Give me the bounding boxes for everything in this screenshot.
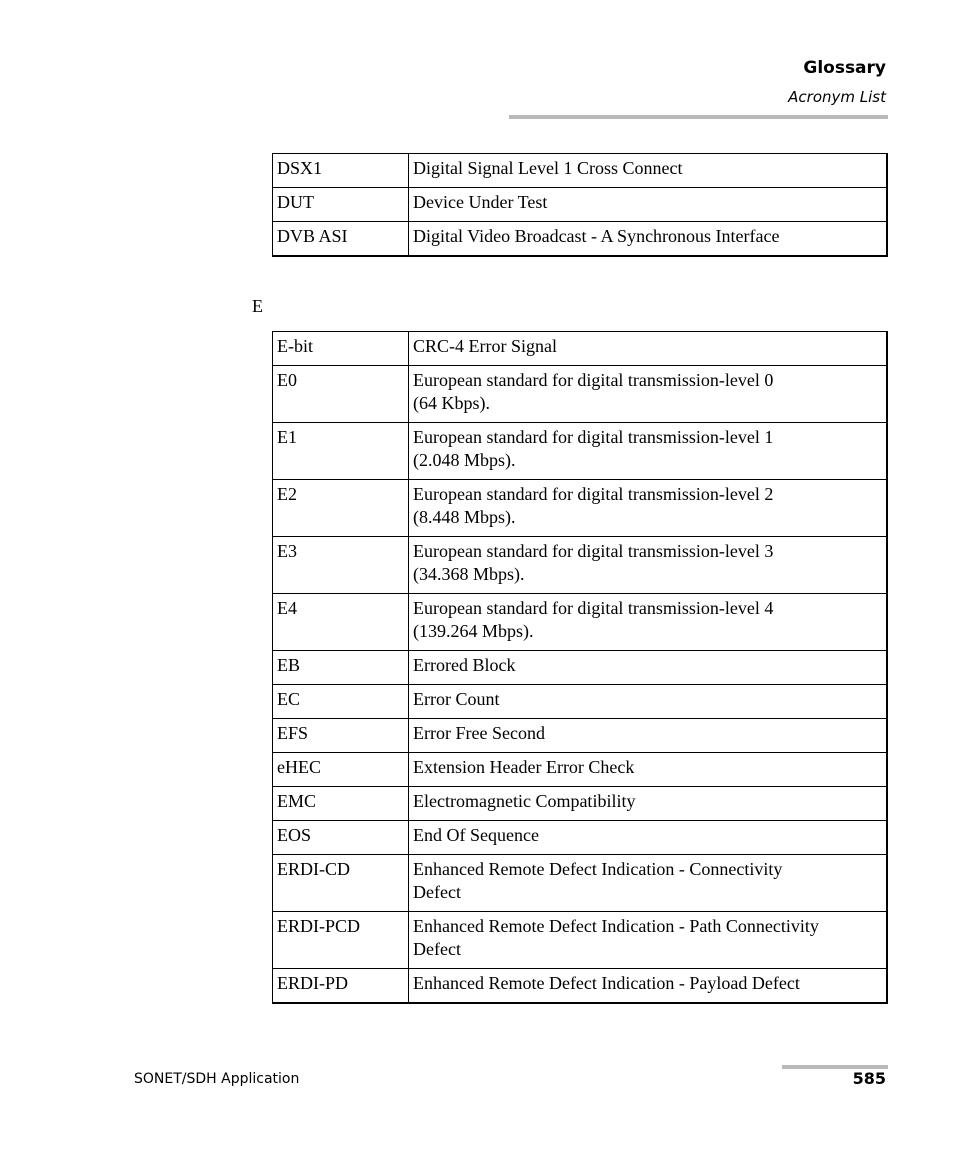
acronym-cell: DUT [273,188,409,222]
header-divider [509,115,888,119]
acronym-cell: EMC [273,787,409,821]
footer-document-title: SONET/SDH Application [134,1071,300,1087]
page-header-title: Glossary [803,58,886,78]
definition-line: Defect [413,938,461,959]
acronym-cell: E0 [273,366,409,423]
table-row [273,537,888,594]
definition-cell [409,855,888,912]
definition-line: (64 Kbps). [413,392,490,413]
definition-cell: Digital Video Broadcast - A Synchronous Interface [409,222,888,257]
definition-line: (139.264 Mbps). [413,620,534,641]
definition-line: Defect [413,881,461,902]
definition-cell: Electromagnetic Compatibility [409,787,888,821]
definition-line: Enhanced Remote Defect Indication - Path Connectivity [413,916,819,936]
definition-line: European standard for digital transmission-level 1 [413,427,774,447]
acronym-cell: E3 [273,537,409,594]
table-row [273,423,888,480]
definition-cell: Extension Header Error Check [409,753,888,787]
acronym-cell: DSX1 [273,154,409,188]
acronym-cell: E-bit [273,332,409,366]
table-row [273,222,888,257]
table-row [273,480,888,537]
definition-cell [409,480,888,537]
table-row [273,753,888,787]
acronym-cell: EB [273,651,409,685]
definition-cell: Digital Signal Level 1 Cross Connect [409,154,888,188]
table-row [273,855,888,912]
table-row [273,188,888,222]
definition-line: European standard for digital transmission-level 4 [413,598,774,618]
definition-line: Enhanced Remote Defect Indication - Connectivity [413,859,783,879]
definition-cell: Enhanced Remote Defect Indication - Payload Defect [409,969,888,1004]
acronym-cell: ERDI-CD [273,855,409,912]
definition-cell [409,423,888,480]
acronym-cell: E1 [273,423,409,480]
table-row [273,787,888,821]
table-row [273,969,888,1004]
definition-line: European standard for digital transmission-level 0 [413,370,774,390]
definition-line: (2.048 Mbps). [413,449,516,470]
acronym-cell: EFS [273,719,409,753]
acronym-cell: DVB ASI [273,222,409,257]
table-row [273,366,888,423]
acronym-cell: ERDI-PCD [273,912,409,969]
acronym-cell: E4 [273,594,409,651]
acronym-table-continued [272,153,888,257]
definition-line: (8.448 Mbps). [413,506,516,527]
definition-cell: Error Free Second [409,719,888,753]
table-row [273,912,888,969]
definition-cell: Error Count [409,685,888,719]
table-row [273,154,888,188]
acronym-table-e [272,331,888,1004]
definition-cell: CRC-4 Error Signal [409,332,888,366]
definition-cell [409,537,888,594]
definition-cell: Errored Block [409,651,888,685]
acronym-cell: EC [273,685,409,719]
page-header-subtitle: Acronym List [788,88,886,106]
acronym-cell: EOS [273,821,409,855]
definition-line: European standard for digital transmission-level 2 [413,484,774,504]
acronym-cell: ERDI-PD [273,969,409,1004]
definition-line: (34.368 Mbps). [413,563,525,584]
definition-cell: End Of Sequence [409,821,888,855]
table-row [273,332,888,366]
definition-cell: Device Under Test [409,188,888,222]
definition-cell [409,366,888,423]
acronym-cell: eHEC [273,753,409,787]
definition-line: European standard for digital transmission-level 3 [413,541,774,561]
table-row [273,651,888,685]
table-row [273,594,888,651]
acronym-cell: E2 [273,480,409,537]
table-row [273,719,888,753]
section-letter: E [252,296,263,316]
page-number: 585 [852,1069,886,1088]
table-row [273,821,888,855]
definition-cell [409,912,888,969]
definition-cell [409,594,888,651]
table-row [273,685,888,719]
